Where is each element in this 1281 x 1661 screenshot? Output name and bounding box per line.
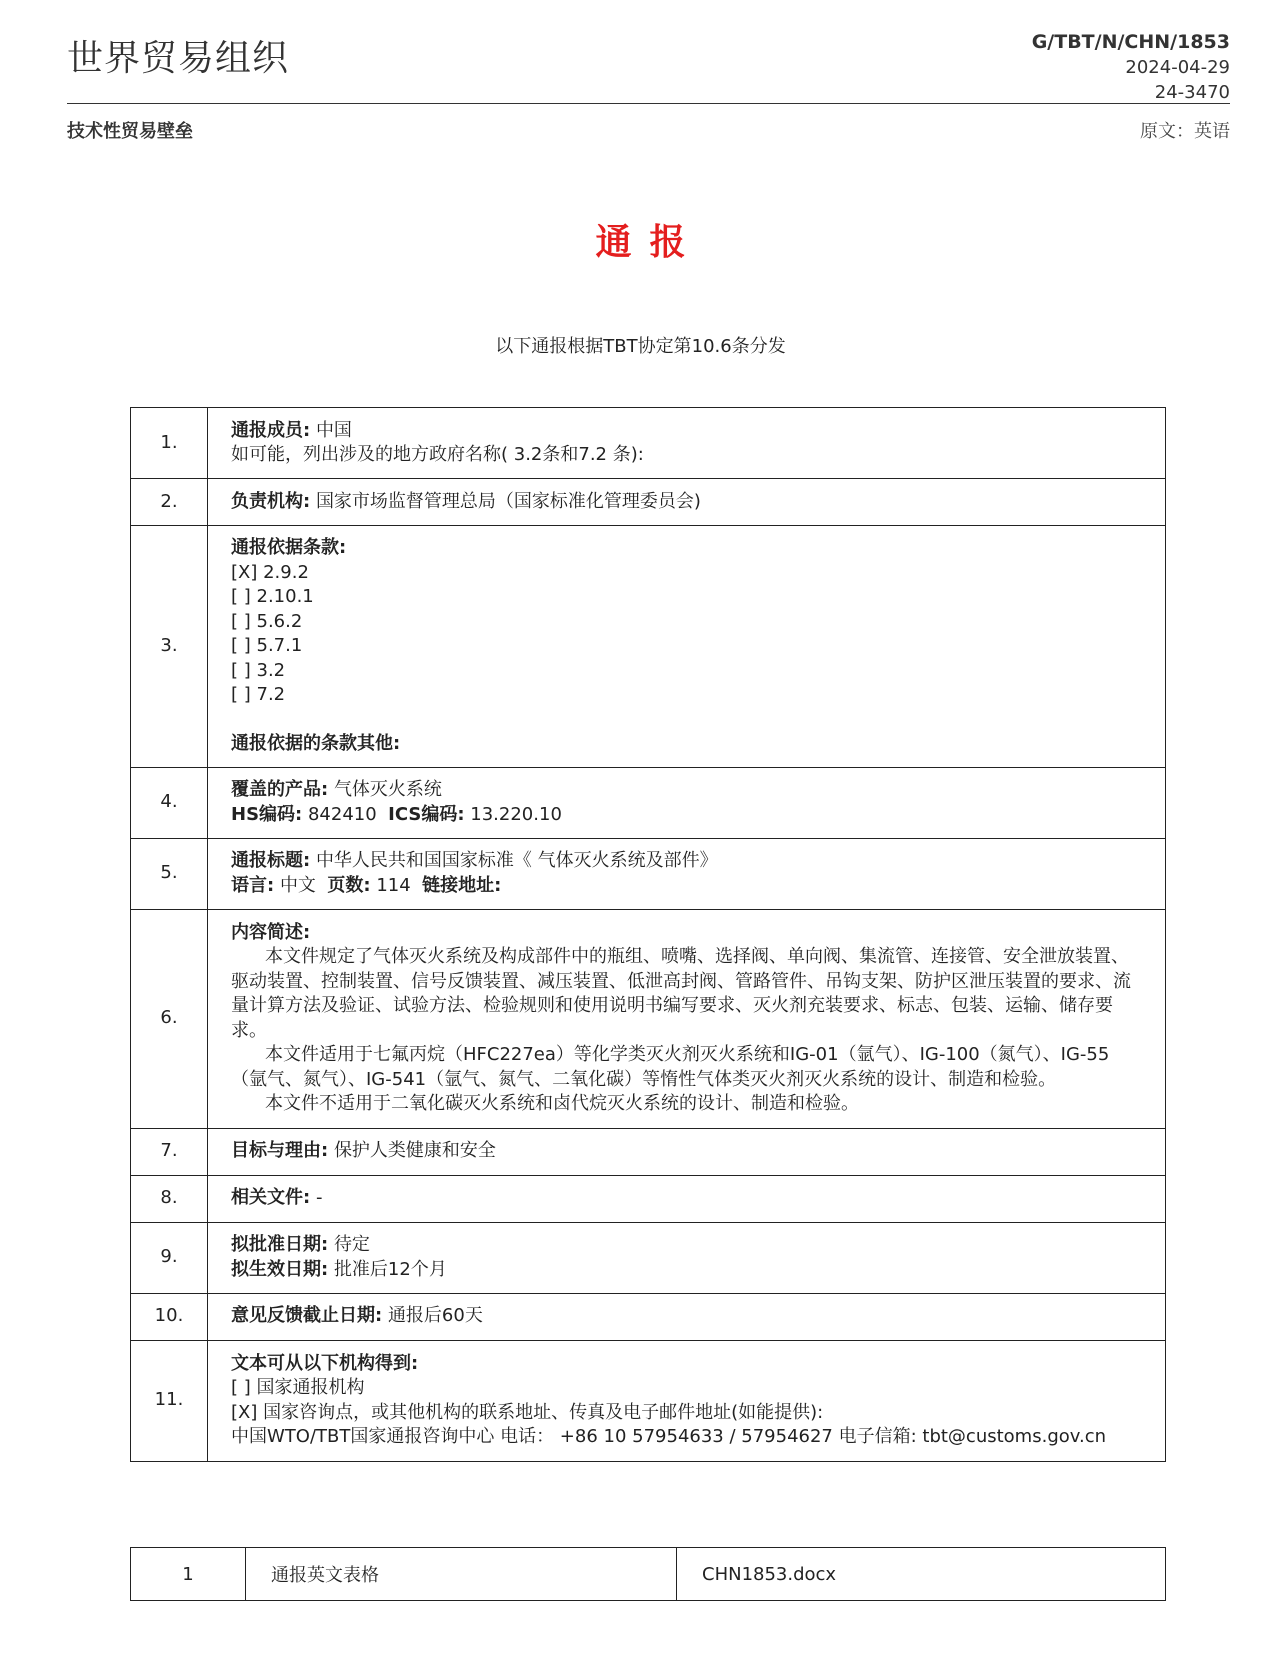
table-row [131,479,1166,526]
row-number: 4. [131,767,208,838]
page-title: 通报 [595,222,704,263]
attachment-file-link[interactable]: CHN1853.docx [677,1548,1166,1601]
table-row [131,526,1166,768]
row-number: 2. [131,479,208,526]
attachment-row [131,1548,1166,1601]
checkbox-item: [ ] 2.10.1 [231,586,314,607]
row-number: 8. [131,1175,208,1222]
field-label: 覆盖的产品: [231,779,329,800]
field-value: 待定 [333,1234,370,1255]
attachment-number: 1 [131,1548,246,1601]
field-value: 国家市场监督管理总局（国家标准化管理委员会) [315,490,701,512]
row-content [208,767,1166,838]
row-number: 6. [131,909,208,1128]
committee-name: 技术性贸易壁垒 [67,121,193,142]
field-label: 通报依据条款: [231,537,347,558]
document-date: 2024-04-29 [1125,57,1230,78]
row-number: 5. [131,838,208,909]
field-label: 文本可从以下机构得到: [231,1352,419,1374]
row-content [208,1293,1166,1340]
field-value: 气体灭火系统 [333,779,442,800]
field-label: 意见反馈截止日期: [231,1305,383,1327]
field-label: 通报成员: [231,419,311,441]
row-number: 7. [131,1128,208,1175]
attachment-name: 通报英文表格 [246,1548,677,1601]
row-content [208,526,1166,768]
field-value: 如可能，列出涉及的地方政府名称( 3.2条和7.2 条): [231,444,644,465]
field-value: 中华人民共和国国家标准《 气体灭火系统及部件》 [315,850,718,871]
field-value: 13.220.10 [470,803,562,825]
row-content [208,1222,1166,1293]
field-label: 语言: [231,874,275,896]
field-value: 保护人类健康和安全 [333,1140,496,1162]
table-row [131,1340,1166,1461]
field-label: 通报依据的条款其他: [231,733,401,754]
field-label: 负责机构: [231,490,311,512]
row-content [208,408,1166,479]
row-number: 10. [131,1293,208,1340]
original-language: 原文：英语 [1140,121,1230,142]
field-label: 链接地址: [422,874,502,896]
field-value: 中文 [279,874,316,896]
table-row [131,838,1166,909]
organization-name: 世界贸易组织 [67,38,290,79]
checkbox-item: [ ] 5.6.2 [231,610,303,632]
row-number: 1. [131,408,208,479]
field-label: 页数: [327,874,371,896]
notification-table [130,407,1166,1462]
description-paragraph: 本文件规定了气体灭火系统及构成部件中的瓶组、喷嘴、选择阀、单向阀、集流管、连接管、安全泄放装置、驱动装置、控制装置、信号反馈装置、减压装置、低泄高封阀、管路管件、吊钩支架、防护区泄压装置的要求、流量计算方法及验证、试验方法、检验规则和使用说明书编写要求、灭火剂充装要求、标志、包装、运输、储存要求。 [231,946,1131,1041]
field-label: 相关文件: [231,1187,311,1209]
row-content [208,479,1166,526]
intro-text: 以下通报根据TBT协定第10.6条分发 [495,336,786,357]
field-label: 内容简述: [231,921,311,943]
checkbox-item: [ ] 7.2 [231,684,286,705]
row-number: 3. [131,526,208,768]
field-label: ICS编码: [388,803,465,825]
checkbox-item: [ ] 5.7.1 [231,635,303,656]
description-paragraph: 本文件不适用于二氧化碳灭火系统和卤代烷灭火系统的设计、制造和检验。 [265,1093,859,1114]
field-label: 拟批准日期: [231,1234,329,1255]
row-content [208,1128,1166,1175]
table-row [131,1175,1166,1222]
table-row [131,1293,1166,1340]
checkbox-item: [X] 2.9.2 [231,561,309,583]
field-value: 通报后60天 [387,1305,483,1327]
row-content [208,838,1166,909]
checkbox-item: [ ] 国家通报机构 [231,1377,365,1398]
field-label: 通报标题: [231,850,311,871]
document-symbol: G/TBT/N/CHN/1853 [1031,31,1230,53]
document-number: 24-3470 [1154,82,1230,103]
attachment-table [130,1547,1166,1601]
field-value: 中国 [315,419,352,441]
field-value: 114 [376,874,411,896]
checkbox-item: [ ] 3.2 [231,659,286,681]
description-paragraph: 本文件适用于七氟丙烷（HFC227ea）等化学类灭火剂灭火系统和IG-01（氩气）、IG-100（氮气）、IG-55（氩气、氮气）、IG-541（氩气、氮气、二氧化碳）等惰性气体类灭火剂灭火系统的设计、制造和检验。 [231,1044,1110,1090]
row-content [208,1340,1166,1461]
table-row [131,909,1166,1128]
field-label: HS编码: [231,803,303,825]
header-divider [67,103,1230,104]
field-value: 842410 [307,803,377,825]
field-label: 目标与理由: [231,1140,329,1162]
row-number: 9. [131,1222,208,1293]
checkbox-item: [X] 国家咨询点，或其他机构的联系地址、传真及电子邮件地址(如能提供): [231,1401,824,1423]
row-content [208,1175,1166,1222]
document-meta [1032,30,1230,105]
table-row [131,408,1166,479]
spacer [231,708,1145,733]
field-value: 批准后12个月 [333,1258,447,1280]
contact-info: 中国WTO/TBT国家通报咨询中心 电话： +86 10 57954633 / 57954627 电子信箱: tbt@customs.gov.cn [231,1426,1107,1447]
table-row [131,767,1166,838]
table-row [131,1128,1166,1175]
field-label: 拟生效日期: [231,1258,329,1280]
table-row [131,1222,1166,1293]
row-content [208,909,1166,1128]
row-number: 11. [131,1340,208,1461]
field-value: - [315,1187,323,1209]
